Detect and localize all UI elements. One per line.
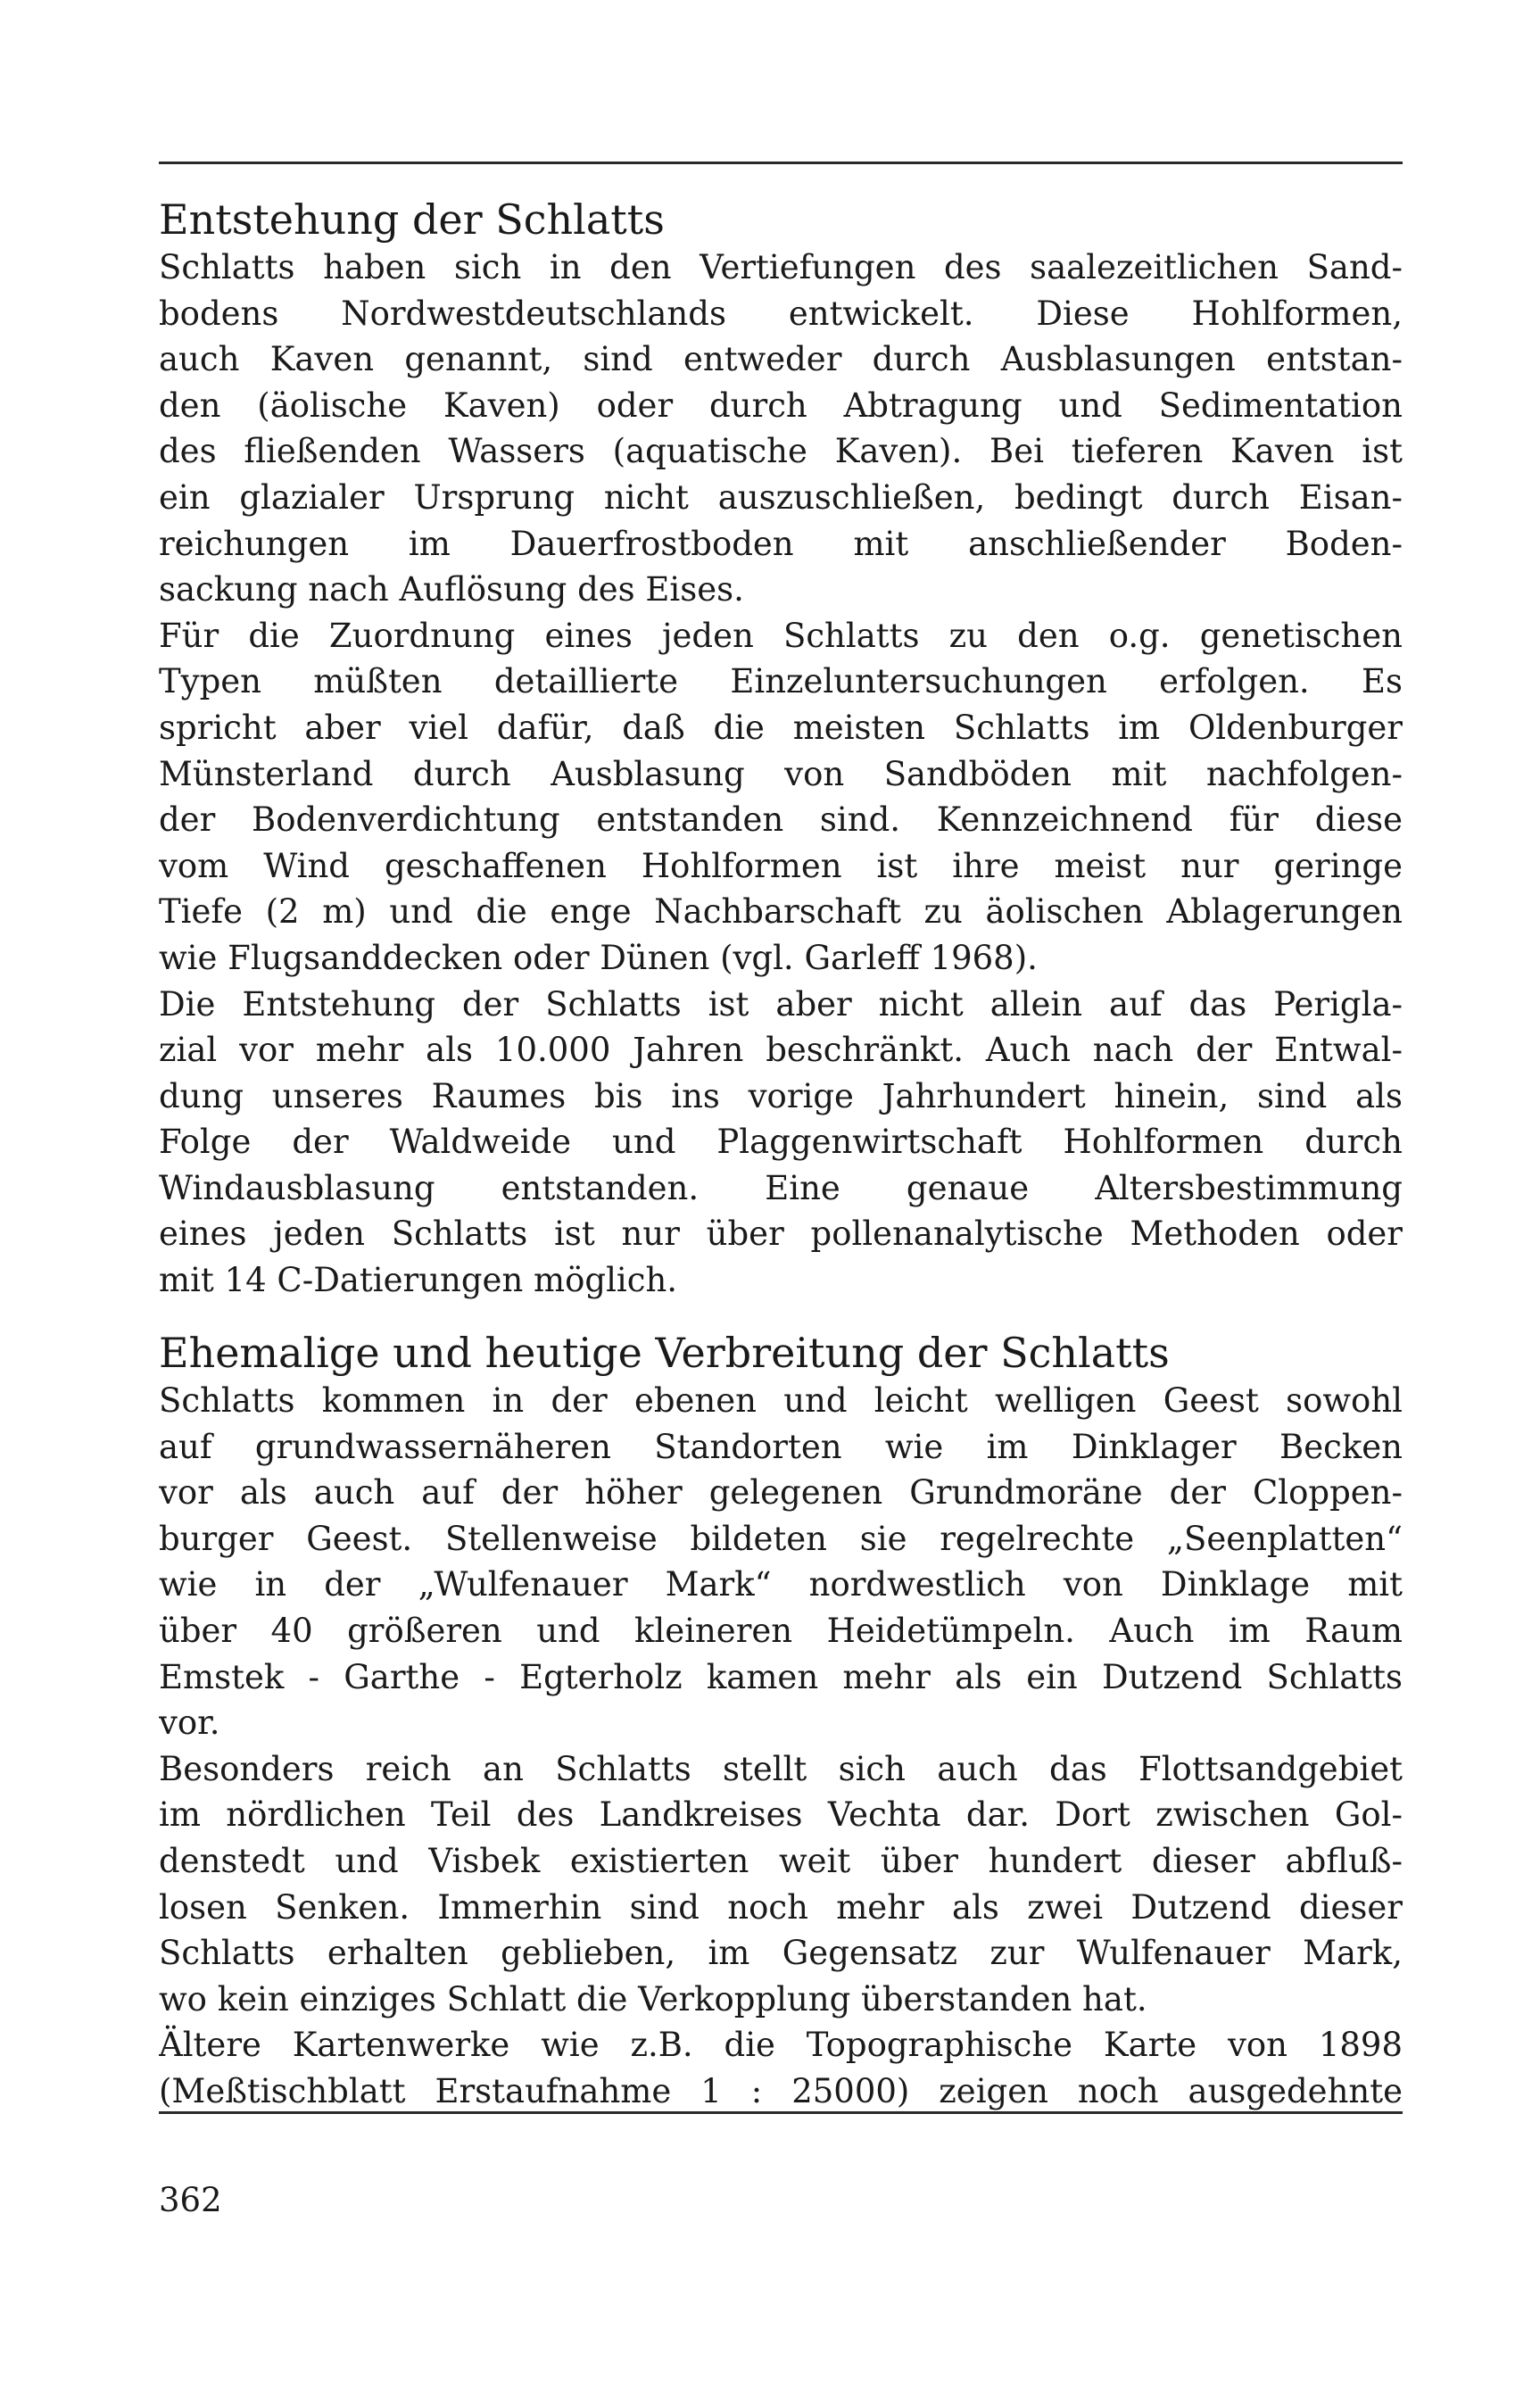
text-line: wo kein einziges Schlatt die Verkopplung überstanden hat. [159, 1979, 1147, 2019]
section-entstehung [159, 195, 1403, 1304]
text-line: Besonders reich an Schlatts stellt sich auch das Flottsandgebiet [159, 1749, 1403, 1788]
text-line: vor. [159, 1704, 220, 1743]
section-body [159, 1378, 1403, 2115]
text-line: auf grundwassernäheren Standorten wie im Dinklager Becken [159, 1427, 1403, 1466]
text-line: vor als auch auf der höher gelegenen Grundmoräne der Cloppen- [159, 1473, 1403, 1513]
text-line: ein glazialer Ursprung nicht auszuschließen, bedingt durch Eisan- [159, 477, 1403, 517]
text-line: wie in der „Wulfenauer Mark“ nordwestlich von Dinklage mit [159, 1565, 1403, 1604]
section-heading: Entstehung der Schlatts [159, 195, 665, 244]
text-line: den (äolische Kaven) oder durch Abtragung und Sedimentation [159, 385, 1403, 425]
text-line: wie Flugsanddecken oder Dünen (vgl. Garleff 1968). [159, 938, 1038, 977]
top-rule [159, 162, 1403, 164]
text-line: Münsterland durch Ausblasung von Sandböden mit nachfolgen- [159, 754, 1403, 793]
text-line: (Meßtischblatt Erstaufnahme 1 : 25000) zeigen noch ausgedehnte [159, 2071, 1403, 2110]
bottom-rule [159, 2111, 1403, 2114]
text-line: Schlatts haben sich in den Vertiefungen des saalezeitlichen Sand- [159, 248, 1403, 286]
text-line: vom Wind geschaffenen Hohlformen ist ihre meist nur geringe [159, 846, 1403, 885]
section-heading: Ehemalige und heutige Verbreitung der Schlatts [159, 1329, 1170, 1377]
text-line: denstedt und Visbek existierten weit über hundert dieser abfluß- [159, 1841, 1403, 1880]
page-number: 362 [159, 2181, 222, 2219]
text-line: zial vor mehr als 10.000 Jahren beschränkt. Auch nach der Entwal- [159, 1031, 1403, 1070]
section-body [159, 245, 1403, 1304]
text-line: Windausblasung entstanden. Eine genaue Altersbestimmung [159, 1168, 1403, 1207]
text-line: burger Geest. Stellenweise bildeten sie regelrechte „Seenplatten“ [159, 1519, 1403, 1558]
text-line: bodens Nordwestdeutschlands entwickelt. Diese Hohlformen, [159, 294, 1403, 333]
text-line: der Bodenverdichtung entstanden sind. Kennzeichnend für diese [159, 800, 1403, 840]
text-line: auch Kaven genannt, sind entweder durch Ausblasungen entstan- [159, 340, 1403, 379]
text-line: reichungen im Dauerfrostboden mit anschließender Boden- [159, 524, 1403, 563]
text-line: Tiefe (2 m) und die enge Nachbarschaft zu äolischen Ablagerungen [159, 892, 1403, 932]
text-line: mit 14 C-Datierungen möglich. [159, 1261, 678, 1300]
text-line: Schlatts kommen in der ebenen und leicht welligen Geest sowohl [159, 1381, 1403, 1420]
text-line: des fließenden Wassers (aquatische Kaven). Bei tieferen Kaven ist [159, 432, 1403, 471]
text-line: spricht aber viel dafür, daß die meisten Schlatts im Oldenburger [159, 708, 1403, 747]
text-line: Folge der Waldweide und Plaggenwirtschaft Hohlformen durch [159, 1123, 1403, 1162]
text-line: Ältere Kartenwerke wie z.B. die Topographische Karte von 1898 [159, 2026, 1403, 2065]
text-line: Emstek - Garthe - Egterholz kamen mehr als ein Dutzend Schlatts [159, 1657, 1403, 1696]
text-line: über 40 größeren und kleineren Heidetümpeln. Auch im Raum [159, 1611, 1403, 1650]
text-line: sackung nach Auflösung des Eises. [159, 570, 744, 609]
text-line: im nördlichen Teil des Landkreises Vechta dar. Dort zwischen Gol- [159, 1795, 1403, 1835]
text-line: Schlatts erhalten geblieben, im Gegensatz zur Wulfenauer Mark, [159, 1934, 1403, 1973]
text-line: losen Senken. Immerhin sind noch mehr als zwei Dutzend dieser [159, 1887, 1403, 1927]
section-verbreitung [159, 1328, 1403, 2115]
text-line: dung unseres Raumes bis ins vorige Jahrhundert hinein, sind als [159, 1076, 1403, 1115]
text-line: Die Entstehung der Schlatts ist aber nicht allein auf das Perigla- [159, 984, 1403, 1024]
text-line: Für die Zuordnung eines jeden Schlatts zu den o.g. genetischen [159, 616, 1403, 655]
text-line: Typen müßten detaillierte Einzeluntersuchungen erfolgen. Es [159, 662, 1403, 701]
text-line: eines jeden Schlatts ist nur über pollenanalytische Methoden oder [159, 1214, 1403, 1254]
